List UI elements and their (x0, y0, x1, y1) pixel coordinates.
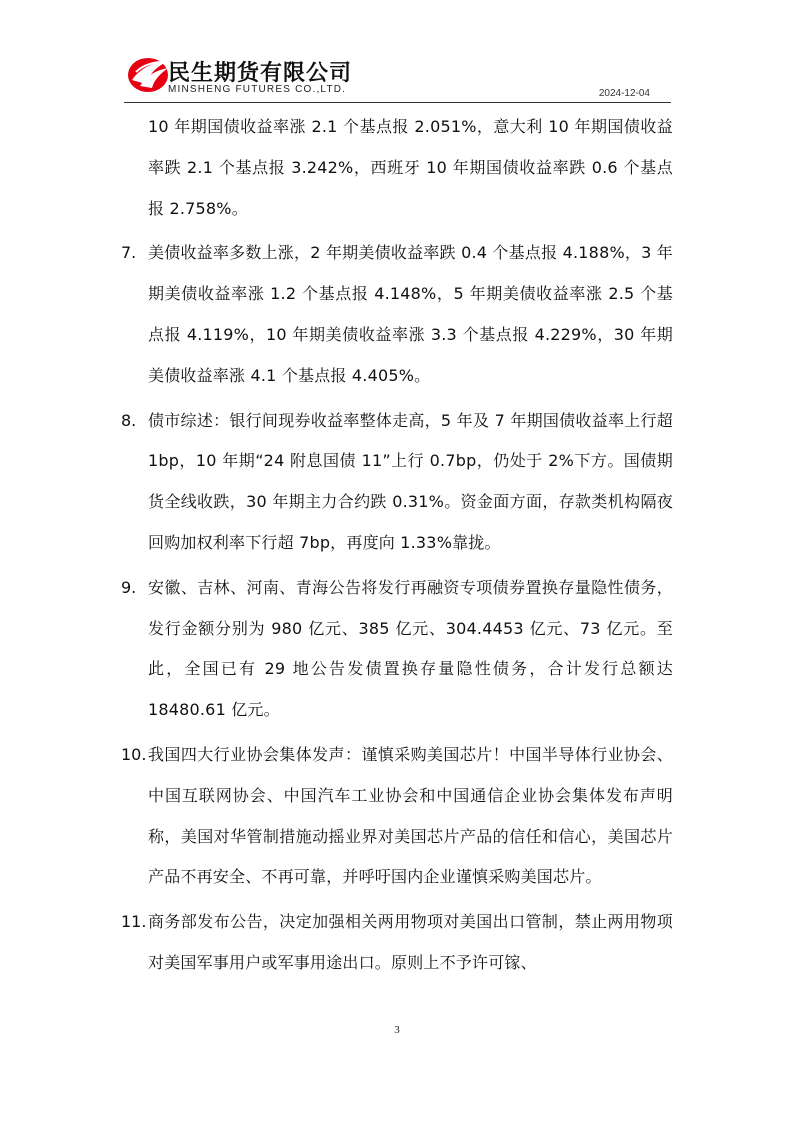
item-text: 商务部发布公告，决定加强相关两用物项对美国出口管制，禁止两用物项对美国军事用户或军事用途出口。原则上不予许可镓、 (148, 912, 673, 972)
item-text: 美债收益率多数上涨，2 年期美债收益率跌 0.4 个基点报 4.188%，3 年期美债收益率涨 1.2 个基点报 4.148%，5 年期美债收益率涨 2.5 个基点报 4.119%，10 年期美债收益率涨 3.3 个基点报 4.229%，30 年期美债收益率涨 4.1 个基点报 4.405%。 (148, 243, 673, 385)
list-item (121, 401, 673, 564)
page-number: 3 (394, 1024, 400, 1036)
minsheng-futures-logo-icon (126, 54, 172, 94)
company-name-en: MINSHENG FUTURES CO.,LTD. (168, 84, 347, 95)
item-text: 我国四大行业协会集体发声：谨慎采购美国芯片！中国半导体行业协会、中国互联网协会、中国汽车工业协会和中国通信企业协会集体发布声明称，美国对华管制措施动摇业界对美国芯片产品的信任和信心，美国芯片产品不再安全、不再可靠，并呼吁国内企业谨慎采购美国芯片。 (148, 744, 673, 887)
report-date: 2024-12-04 (598, 88, 650, 99)
item-text: 安徽、吉林、河南、青海公告将发行再融资专项债券置换存量隐性债务，发行金额分别为 980 亿元、385 亿元、304.4453 亿元、73 亿元。至此，全国已有 29 地公告发债置换存量隐性债务，合计发行总额达 18480.61 亿元。 (148, 577, 673, 720)
list-item (121, 902, 673, 984)
document-body (121, 107, 673, 988)
continued-paragraph: 10 年期国债收益率涨 2.1 个基点报 2.051%，意大利 10 年期国债收益率跌 2.1 个基点报 3.242%，西班牙 10 年期国债收益率跌 0.6 个基点报 2.758%。 (148, 117, 673, 218)
item-number: 10. (121, 744, 147, 764)
company-name-cn: 民生期货有限公司 (168, 61, 353, 86)
list-item (121, 568, 673, 731)
page-header (0, 0, 794, 110)
item-text: 债市综述：银行间现券收益率整体走高，5 年及 7 年期国债收益率上行超 1bp，10 年期“24 附息国债 11”上行 0.7bp，仍处于 2%下方。国债期货全线收跌，30 年期主力合约跌 0.31%。资金面方面，存款类机构隔夜回购加权利率下行超 7bp，再度向 1.33%靠拢。 (148, 410, 673, 552)
item-number: 8. (121, 410, 137, 430)
header-divider (124, 102, 671, 103)
item-number: 9. (121, 577, 137, 597)
item-number: 11. (121, 912, 147, 932)
list-item (121, 233, 673, 396)
list-item (121, 735, 673, 898)
item-number: 7. (121, 243, 137, 263)
